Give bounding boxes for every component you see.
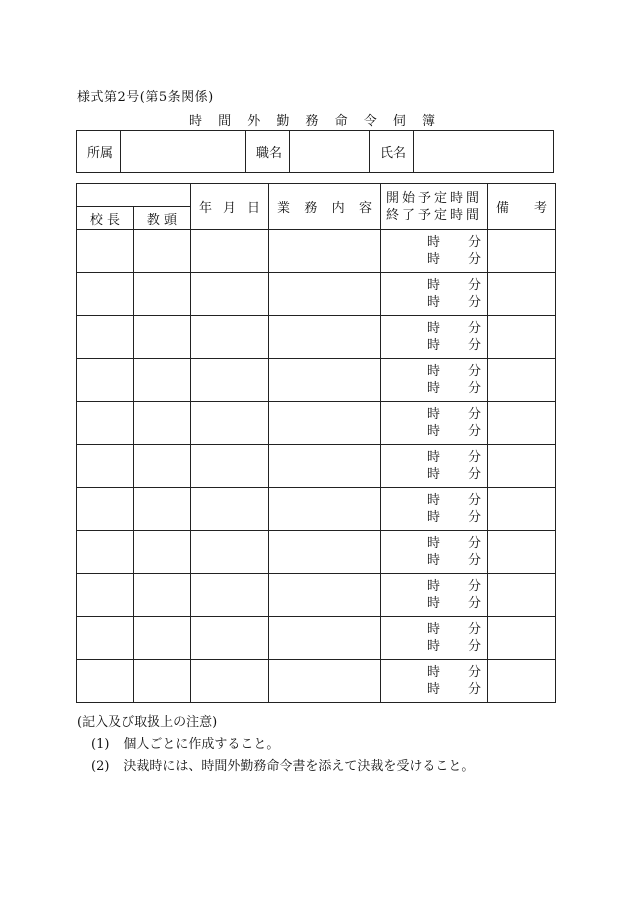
time-cell[interactable]	[381, 574, 488, 617]
date-header-char: 日	[246, 201, 260, 216]
table-row	[77, 660, 556, 703]
hour-unit: 時	[427, 665, 441, 680]
table-row	[77, 445, 556, 488]
minute-unit: 分	[467, 665, 481, 680]
minute-unit: 分	[467, 553, 481, 568]
remarks-cell[interactable]	[488, 316, 556, 359]
hour-unit: 時	[427, 424, 441, 439]
start-time-line	[427, 320, 481, 337]
minute-unit: 分	[467, 338, 481, 353]
table-row	[77, 531, 556, 574]
minute-unit: 分	[467, 467, 481, 482]
name-field[interactable]	[414, 131, 554, 173]
remarks-cell[interactable]	[488, 488, 556, 531]
hour-unit: 時	[427, 338, 441, 353]
minute-unit: 分	[467, 682, 481, 697]
date-cell[interactable]	[191, 273, 269, 316]
end-time-line	[427, 466, 481, 483]
vice-principal-cell[interactable]	[134, 273, 191, 316]
vice-principal-cell[interactable]	[134, 316, 191, 359]
time-cell[interactable]	[381, 660, 488, 703]
remarks-header	[488, 184, 556, 230]
minute-unit: 分	[467, 295, 481, 310]
time-cell[interactable]	[381, 273, 488, 316]
work-content-cell[interactable]	[269, 488, 381, 531]
work-header-char: 務	[304, 201, 318, 216]
work-content-cell[interactable]	[269, 230, 381, 273]
remarks-cell[interactable]	[488, 230, 556, 273]
start-time-line	[427, 664, 481, 681]
remarks-cell[interactable]	[488, 531, 556, 574]
minute-unit: 分	[467, 493, 481, 508]
table-row	[77, 316, 556, 359]
date-cell[interactable]	[191, 488, 269, 531]
end-time-line	[427, 423, 481, 440]
vice-principal-cell[interactable]	[134, 660, 191, 703]
hour-unit: 時	[427, 639, 441, 654]
date-cell[interactable]	[191, 359, 269, 402]
principal-cell[interactable]	[77, 531, 134, 574]
scheduled-time-header	[381, 184, 488, 230]
principal-cell[interactable]	[77, 445, 134, 488]
minute-unit: 分	[467, 510, 481, 525]
date-cell[interactable]	[191, 660, 269, 703]
hour-unit: 時	[427, 553, 441, 568]
vice-principal-cell[interactable]	[134, 445, 191, 488]
table-row	[77, 574, 556, 617]
hour-unit: 時	[427, 682, 441, 697]
minute-unit: 分	[467, 536, 481, 551]
table-row	[77, 359, 556, 402]
position-field[interactable]	[290, 131, 370, 173]
note-item	[77, 734, 474, 756]
hour-unit: 時	[427, 321, 441, 336]
vice-principal-cell[interactable]	[134, 230, 191, 273]
name-label: 氏名	[370, 131, 414, 173]
hour-unit: 時	[427, 407, 441, 422]
date-cell[interactable]	[191, 445, 269, 488]
date-cell[interactable]	[191, 531, 269, 574]
time-cell[interactable]	[381, 316, 488, 359]
hour-unit: 時	[427, 493, 441, 508]
affiliation-field[interactable]	[121, 131, 246, 173]
principal-cell[interactable]	[77, 574, 134, 617]
hour-unit: 時	[427, 381, 441, 396]
work-content-header	[269, 184, 381, 230]
hour-unit: 時	[427, 235, 441, 250]
hour-unit: 時	[427, 510, 441, 525]
principal-cell[interactable]	[77, 316, 134, 359]
remarks-cell[interactable]	[488, 445, 556, 488]
hour-unit: 時	[427, 622, 441, 637]
start-time-line	[427, 363, 481, 380]
start-time-line	[427, 234, 481, 251]
remarks-cell[interactable]	[488, 574, 556, 617]
time-cell[interactable]	[381, 359, 488, 402]
note-text: 個人ごとに作成すること。	[123, 737, 280, 752]
work-content-cell[interactable]	[269, 273, 381, 316]
hour-unit: 時	[427, 252, 441, 267]
minute-unit: 分	[467, 424, 481, 439]
remarks-header-char: 備	[496, 201, 510, 216]
end-time-line	[427, 337, 481, 354]
vice-principal-header: 教 頭	[134, 207, 191, 230]
principal-cell[interactable]	[77, 617, 134, 660]
remarks-cell[interactable]	[488, 402, 556, 445]
time-cell[interactable]	[381, 617, 488, 660]
vice-principal-cell[interactable]	[134, 531, 191, 574]
date-header	[191, 184, 269, 230]
minute-unit: 分	[467, 450, 481, 465]
notes-heading: (記入及び取扱上の注意)	[77, 715, 218, 730]
work-content-cell[interactable]	[269, 402, 381, 445]
work-header-char: 内	[331, 201, 345, 216]
position-label: 職名	[246, 131, 290, 173]
date-cell[interactable]	[191, 230, 269, 273]
start-time-line	[427, 578, 481, 595]
start-time-line	[427, 277, 481, 294]
minute-unit: 分	[467, 622, 481, 637]
document-title: 時 間 外 勤 務 命 令 伺 簿	[188, 114, 442, 129]
time-cell[interactable]	[381, 230, 488, 273]
work-content-cell[interactable]	[269, 316, 381, 359]
remarks-cell[interactable]	[488, 359, 556, 402]
hour-unit: 時	[427, 450, 441, 465]
note-number: (1)	[91, 737, 110, 752]
time-cell[interactable]	[381, 531, 488, 574]
overtime-log-table	[76, 183, 556, 703]
remarks-cell[interactable]	[488, 617, 556, 660]
hour-unit: 時	[427, 536, 441, 551]
minute-unit: 分	[467, 407, 481, 422]
end-time-label: 終了予定時間	[385, 207, 482, 223]
date-cell[interactable]	[191, 617, 269, 660]
remarks-cell[interactable]	[488, 273, 556, 316]
hour-unit: 時	[427, 295, 441, 310]
table-row	[77, 488, 556, 531]
date-header-char: 年	[199, 201, 213, 216]
hour-unit: 時	[427, 579, 441, 594]
vice-principal-cell[interactable]	[134, 402, 191, 445]
hour-unit: 時	[427, 596, 441, 611]
approval-stamp-area[interactable]	[77, 184, 191, 207]
start-time-line	[427, 621, 481, 638]
time-cell[interactable]	[381, 445, 488, 488]
date-cell[interactable]	[191, 402, 269, 445]
vice-principal-cell[interactable]	[134, 617, 191, 660]
end-time-line	[427, 509, 481, 526]
end-time-line	[427, 552, 481, 569]
usage-notes	[77, 712, 474, 778]
principal-cell[interactable]	[77, 660, 134, 703]
minute-unit: 分	[467, 364, 481, 379]
form-number: 様式第2号(第5条関係)	[77, 90, 214, 105]
vice-principal-cell[interactable]	[134, 359, 191, 402]
vice-principal-cell[interactable]	[134, 488, 191, 531]
hour-unit: 時	[427, 364, 441, 379]
start-time-line	[427, 406, 481, 423]
time-cell[interactable]	[381, 488, 488, 531]
note-item	[77, 756, 474, 778]
start-time-label: 開始予定時間	[385, 190, 482, 206]
minute-unit: 分	[467, 381, 481, 396]
hour-unit: 時	[427, 467, 441, 482]
date-cell[interactable]	[191, 316, 269, 359]
work-content-cell[interactable]	[269, 359, 381, 402]
work-content-cell[interactable]	[269, 660, 381, 703]
table-row	[77, 617, 556, 660]
end-time-line	[427, 595, 481, 612]
work-content-cell[interactable]	[269, 445, 381, 488]
work-header-char: 容	[358, 201, 372, 216]
work-content-cell[interactable]	[269, 574, 381, 617]
minute-unit: 分	[467, 579, 481, 594]
minute-unit: 分	[467, 252, 481, 267]
vice-principal-cell[interactable]	[134, 574, 191, 617]
principal-cell[interactable]	[77, 273, 134, 316]
remarks-header-char: 考	[533, 201, 547, 216]
date-header-char: 月	[222, 201, 236, 216]
end-time-line	[427, 681, 481, 698]
table-row	[77, 402, 556, 445]
work-content-cell[interactable]	[269, 617, 381, 660]
principal-cell[interactable]	[77, 359, 134, 402]
principal-header: 校 長	[77, 207, 134, 230]
minute-unit: 分	[467, 596, 481, 611]
note-text: 決裁時には、時間外勤務命令書を添えて決裁を受けること。	[123, 759, 475, 774]
date-cell[interactable]	[191, 574, 269, 617]
principal-cell[interactable]	[77, 402, 134, 445]
start-time-line	[427, 449, 481, 466]
work-header-char: 業	[277, 201, 291, 216]
work-content-cell[interactable]	[269, 531, 381, 574]
end-time-line	[427, 638, 481, 655]
minute-unit: 分	[467, 278, 481, 293]
minute-unit: 分	[467, 235, 481, 250]
employee-info-table	[76, 130, 554, 173]
remarks-cell[interactable]	[488, 660, 556, 703]
hour-unit: 時	[427, 278, 441, 293]
note-number: (2)	[91, 759, 110, 774]
start-time-line	[427, 535, 481, 552]
end-time-line	[427, 380, 481, 397]
table-row	[77, 230, 556, 273]
minute-unit: 分	[467, 321, 481, 336]
time-cell[interactable]	[381, 402, 488, 445]
minute-unit: 分	[467, 639, 481, 654]
principal-cell[interactable]	[77, 230, 134, 273]
affiliation-label: 所属	[77, 131, 121, 173]
principal-cell[interactable]	[77, 488, 134, 531]
end-time-line	[427, 251, 481, 268]
table-row	[77, 273, 556, 316]
start-time-line	[427, 492, 481, 509]
end-time-line	[427, 294, 481, 311]
